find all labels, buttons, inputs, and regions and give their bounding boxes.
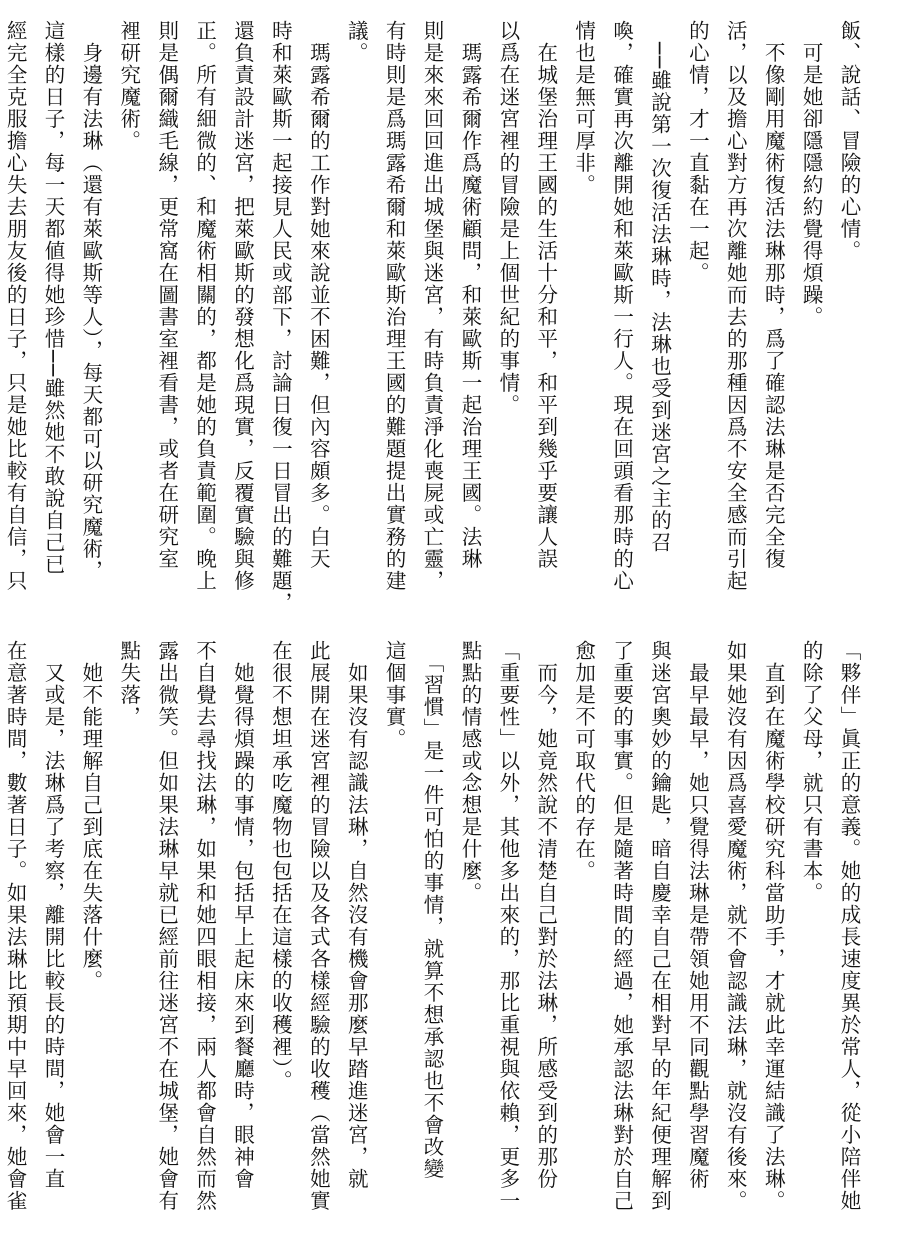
text-column: 瑪露希爾的工作對她來說並不困難，但內容頗多。白天 (306, 20, 331, 570)
text-column: 又或是，法琳爲了考察，離開比較長的時間，她會一直 (40, 640, 65, 1190)
text-column: 則是來來回回進出城堡與迷宮，有時負責淨化喪屍或亡靈， (420, 20, 445, 592)
text-column: 活，以及擔心對方再次離她而去的那種因爲不安全感而引起 (723, 20, 748, 592)
text-column: 喚，確實再次離開她和萊歐斯一行人。現在回頭看那時的心 (609, 20, 634, 592)
text-column: 她不能理解自己到底在失落什麼。 (78, 640, 103, 992)
text-column: 「習慣」是一件可怕的事情，就算不想承認也不會改變 (420, 640, 445, 1180)
text-column: 這個事實。 (382, 640, 407, 750)
text-column: 點點的情感或念想是什麼。 (457, 640, 482, 904)
text-column: 情也是無可厚非。 (571, 20, 596, 196)
text-column: 身邊有法琳（還有萊歐斯等人），每天都可以研究魔術， (78, 20, 103, 582)
text-column: 直到在魔術學校研究科當助手，才就此幸運結識了法琳。 (761, 640, 786, 1212)
text-column: 不自覺去尋找法琳，如果和她四眼相接，兩人都會自然而然 (192, 640, 217, 1212)
text-column: 「夥伴」眞正的意義。她的成長速度異於常人，從小陪伴她 (837, 640, 861, 1212)
text-column: 可是她卻隱隱約約覺得煩躁。 (799, 20, 824, 328)
bottom-text-block (3, 640, 867, 1215)
text-column: 瑪露希爾作爲魔術顧問，和萊歐斯一起治理王國。法琳 (457, 20, 482, 570)
text-column: 與迷宮奧妙的鑰匙，暗自慶幸自己在相對早的年紀便理解到 (647, 640, 672, 1212)
top-text-block (3, 20, 867, 614)
text-column: 此展開在迷宮裡的冒險以及各式各樣經驗的收穫（當然她實 (306, 640, 331, 1212)
text-column: 以爲在迷宮裡的冒險是上個世紀的事情。 (495, 20, 520, 416)
text-column: 在意著時間，數著日子。如果法琳比預期中早回來，她會雀 (3, 640, 28, 1212)
text-column: 最早最早，她只覺得法琳是帶領她用不同觀點學習魔術 (685, 640, 710, 1190)
text-column: 飯、說話、冒險的心情。 (837, 20, 861, 262)
text-column: 點失落， (116, 640, 141, 728)
text-column: 了重要的事實。但是隨著時間的經過，她承認法琳對於自己 (609, 640, 634, 1212)
text-column: 「重要性」以外，其他多出來的，那比重視與依賴，更多一 (495, 640, 520, 1212)
text-column: 在很不想坦承吃魔物也包括在這樣的收穫裡）。 (268, 640, 293, 1092)
text-column: 如果她沒有因爲喜愛魔術，就不會認識法琳，就沒有後來。 (723, 640, 748, 1212)
text-column: 如果沒有認識法琳，自然沒有機會那麼早踏進迷宮，就 (344, 640, 369, 1190)
text-column: 不像剛用魔術復活法琳那時，爲了確認法琳是否完全復 (761, 20, 786, 570)
text-column: 在城堡治理王國的生活十分和平，和平到幾乎要讓人誤 (533, 20, 558, 570)
text-column: 還負責設計迷宮，把萊歐斯的發想化爲現實，反覆實驗與修 (230, 20, 255, 592)
text-column: 而今，她竟然說不清楚自己對於法琳，所感受到的那份 (533, 640, 558, 1190)
text-column: 露出微笑。但如果法琳早就已經前往迷宮不在城堡，她會有 (154, 640, 179, 1212)
text-column: 經完全克服擔心失去朋友後的日子，只是她比較有自信，只 (3, 20, 28, 592)
text-column: 則是偶爾織毛線，更常窩在圖書室裡看書，或者在研究室 (154, 20, 179, 570)
text-column: 正。所有細微的、和魔術相關的，都是她的負責範圍。晚上 (192, 20, 217, 592)
text-column: 議。 (344, 20, 369, 64)
text-column: ──雖說第一次復活法琳時，法琳也受到迷宮之主的召 (647, 20, 672, 554)
text-column: 的心情，才一直黏在一起。 (685, 20, 710, 284)
text-column: 有時則是爲瑪露希爾和萊歐斯治理王國的難題提出實務的建 (382, 20, 407, 592)
text-column: 的除了父母，就只有書本。 (799, 640, 824, 904)
text-column: 她覺得煩躁的事情，包括早上起床來到餐廳時，眼神會 (230, 640, 255, 1190)
text-column: 時和萊歐斯一起接見人民或部下，討論日復一日冒出的難題， (268, 20, 293, 614)
text-column: 裡研究魔術。 (116, 20, 141, 152)
text-column: 愈加是不可取代的存在。 (571, 640, 596, 882)
text-column: 這樣的日子，每一天都値得她珍惜──雖然她不敢說自己已 (40, 20, 65, 576)
